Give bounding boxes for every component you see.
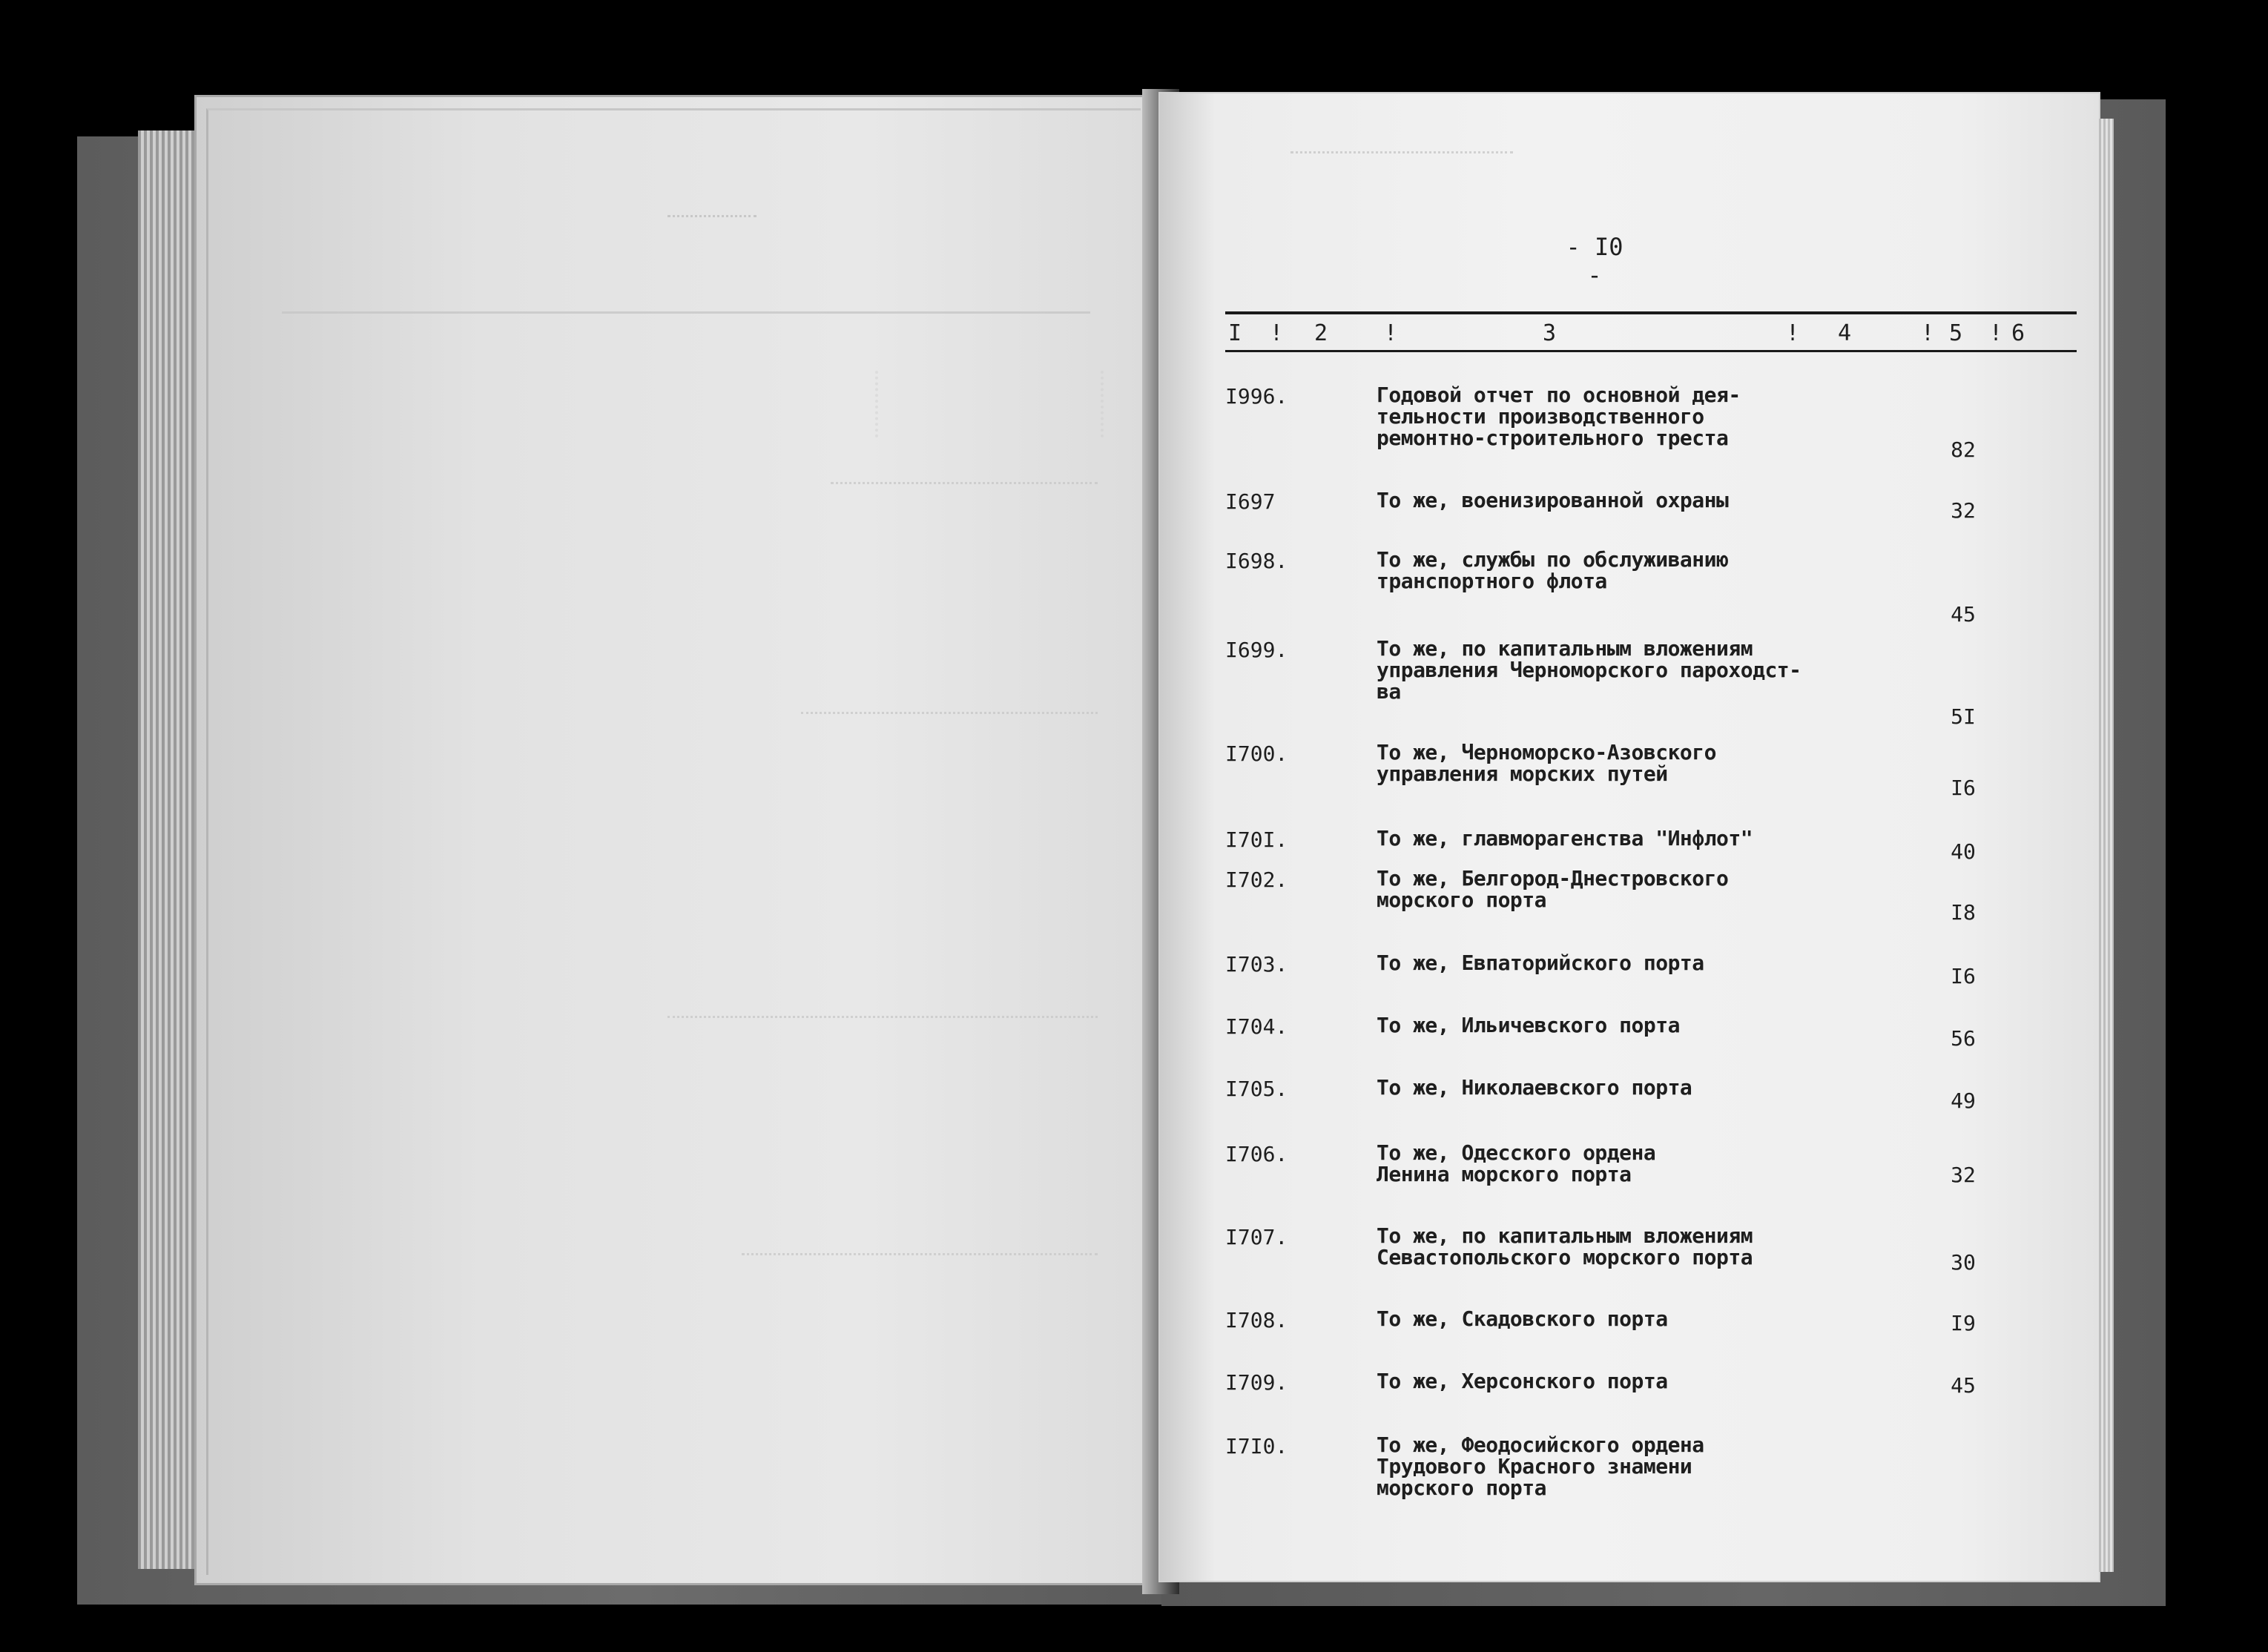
table-header-bottom-rule xyxy=(1225,350,2077,352)
row-title-line: управления морских путей xyxy=(1377,761,1668,786)
row-title xyxy=(1377,384,1807,449)
row-number: I705. xyxy=(1225,1077,1288,1101)
row-sheet-count: I9 xyxy=(1951,1311,1976,1335)
row-title-line: То же, Одесского ордена xyxy=(1377,1140,1656,1165)
bleed-through-rule xyxy=(282,311,1090,314)
row-number: I704. xyxy=(1225,1014,1288,1039)
column-header-6: 6 xyxy=(2011,320,2025,346)
row-title-line: То же, Скадовского порта xyxy=(1377,1306,1668,1331)
row-number: I709. xyxy=(1225,1370,1288,1395)
column-separator: ! xyxy=(1921,320,1935,346)
row-title-line: То же, Белгород-Днестровского xyxy=(1377,866,1729,891)
row-title-line: тельности производственного xyxy=(1377,404,1704,429)
row-sheet-count: I8 xyxy=(1951,900,1976,925)
row-sheet-count: 40 xyxy=(1951,839,1976,864)
row-sheet-count: 82 xyxy=(1951,437,1976,462)
column-header-1: I xyxy=(1228,320,1242,346)
row-number: I707. xyxy=(1225,1225,1288,1249)
column-header-4: 4 xyxy=(1838,320,1852,346)
row-number: I706. xyxy=(1225,1142,1288,1166)
row-number: I70I. xyxy=(1225,827,1288,852)
row-title xyxy=(1377,1225,1807,1268)
row-title-line: То же, Черноморско-Азовского xyxy=(1377,740,1717,764)
row-title xyxy=(1377,1142,1807,1185)
row-title xyxy=(1377,868,1807,911)
left-page-inner-sheet xyxy=(206,108,1141,1575)
row-sheet-count: I6 xyxy=(1951,776,1976,800)
row-sheet-count: 32 xyxy=(1951,498,1976,523)
row-title-line: ва xyxy=(1377,679,1401,704)
row-number: I703. xyxy=(1225,952,1288,977)
row-title-line: То же, Евпаторийского порта xyxy=(1377,951,1704,975)
column-separator: ! xyxy=(1384,320,1398,346)
row-title xyxy=(1377,741,1807,784)
row-number: I7I0. xyxy=(1225,1434,1288,1458)
row-title-line: То же, Херсонского порта xyxy=(1377,1369,1668,1393)
row-title-line: Годовой отчет по основной дея- xyxy=(1377,383,1741,407)
table-header-top-rule xyxy=(1225,311,2077,314)
bleed-through-block xyxy=(667,1016,1098,1033)
row-title xyxy=(1377,1077,1807,1098)
row-sheet-count: 32 xyxy=(1951,1163,1976,1187)
row-sheet-count: 49 xyxy=(1951,1088,1976,1113)
row-title-line: транспортного флота xyxy=(1377,569,1607,593)
bleed-through-block xyxy=(875,371,1104,437)
row-title-line: Ленина морского порта xyxy=(1377,1162,1632,1186)
page-number: - I0 - xyxy=(1566,233,1623,289)
row-sheet-count: 45 xyxy=(1951,602,1976,627)
faint-mark xyxy=(1290,151,1513,168)
row-title xyxy=(1377,1308,1807,1329)
row-title xyxy=(1377,1014,1807,1036)
row-sheet-count: I6 xyxy=(1951,964,1976,988)
row-number: I698. xyxy=(1225,549,1288,573)
row-number: I702. xyxy=(1225,868,1288,892)
bleed-through-block xyxy=(801,712,1098,729)
column-separator: ! xyxy=(1270,320,1284,346)
row-title-line: То же, Феодосийского ордена xyxy=(1377,1433,1704,1457)
column-header-3: 3 xyxy=(1543,320,1557,346)
column-separator: ! xyxy=(1786,320,1800,346)
bleed-through-block xyxy=(742,1253,1098,1270)
page-edges-right xyxy=(2099,119,2114,1572)
row-sheet-count: 45 xyxy=(1951,1373,1976,1398)
row-title-line: морского порта xyxy=(1377,1476,1547,1500)
row-title-line: То же, Николаевского порта xyxy=(1377,1075,1692,1100)
bleed-through-mark xyxy=(667,215,756,217)
row-title xyxy=(1377,1370,1807,1392)
bleed-through-block xyxy=(831,482,1098,499)
row-sheet-count: 30 xyxy=(1951,1250,1976,1275)
row-title-line: морского порта xyxy=(1377,888,1547,912)
row-number: I697 xyxy=(1225,489,1276,514)
row-sheet-count: 5I xyxy=(1951,704,1976,729)
row-title-line: управления Черноморского пароходст- xyxy=(1377,658,1801,682)
row-title xyxy=(1377,952,1807,974)
row-title xyxy=(1377,827,1807,849)
column-header-5: 5 xyxy=(1949,320,1963,346)
row-number: I708. xyxy=(1225,1308,1288,1332)
row-sheet-count: 56 xyxy=(1951,1026,1976,1051)
column-separator: ! xyxy=(1989,320,2003,346)
row-title-line: То же, по капитальным вложениям xyxy=(1377,1223,1753,1248)
row-number: I996. xyxy=(1225,384,1288,409)
row-title xyxy=(1377,549,1807,592)
column-header-2: 2 xyxy=(1314,320,1328,346)
row-title xyxy=(1377,489,1807,511)
row-title xyxy=(1377,1434,1807,1499)
row-title-line: ремонтно-строительного треста xyxy=(1377,426,1729,450)
row-title-line: То же, Ильичевского порта xyxy=(1377,1013,1680,1037)
row-number: I699. xyxy=(1225,638,1288,662)
row-title xyxy=(1377,638,1807,702)
row-title-line: Севастопольского морского порта xyxy=(1377,1245,1753,1269)
row-title-line: То же, военизированной охраны xyxy=(1377,488,1729,512)
row-number: I700. xyxy=(1225,741,1288,766)
row-title-line: Трудового Красного знамени xyxy=(1377,1454,1692,1478)
row-title-line: То же, по капитальным вложениям xyxy=(1377,636,1753,661)
row-title-line: То же, службы по обслуживанию xyxy=(1377,547,1729,572)
row-title-line: То же, главморагенства "Инфлот" xyxy=(1377,826,1753,850)
